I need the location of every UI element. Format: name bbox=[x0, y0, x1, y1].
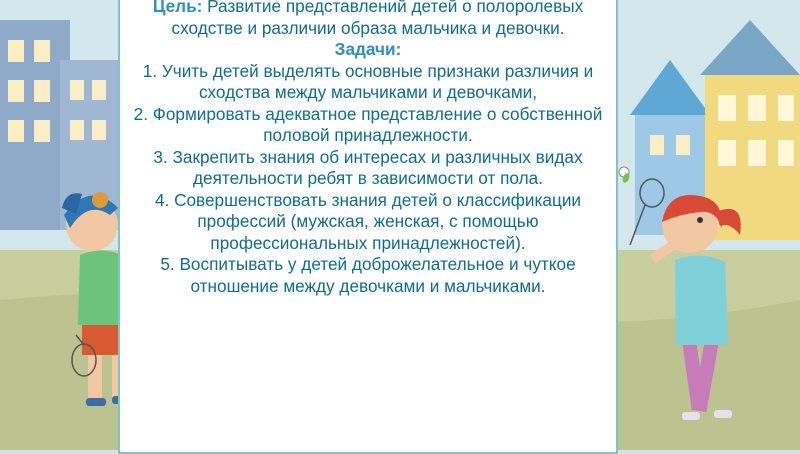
task-item-1: 1. Учить детей выделять основные признаки различия и сходства между мальчиками и девочками, bbox=[142, 60, 594, 102]
goal-text: Развитие представлений детей о полоролевых сходстве и различии образа мальчика и девочки. bbox=[171, 0, 584, 38]
task-item-4: 4. Совершенствовать знания детей о классификации профессий (мужская, женская, с помощью профессиональных принадлежностей). bbox=[154, 189, 582, 253]
task-item-2: 2. Формировать адекватное представление о собственной половой принадлежности. bbox=[133, 103, 603, 145]
goal-paragraph bbox=[126, 0, 610, 39]
slide-text-box bbox=[118, 0, 618, 454]
goal-label: Цель: bbox=[152, 0, 203, 16]
tasks-heading: Задачи: bbox=[334, 39, 402, 59]
task-item-3: 3. Закрепить знания об интересах и различных видах деятельности ребят в зависимости от пола. bbox=[153, 146, 583, 188]
task-item-5: 5. Воспитывать у детей доброжелательное и чуткое отношение между девочками и мальчиками. bbox=[160, 254, 576, 296]
